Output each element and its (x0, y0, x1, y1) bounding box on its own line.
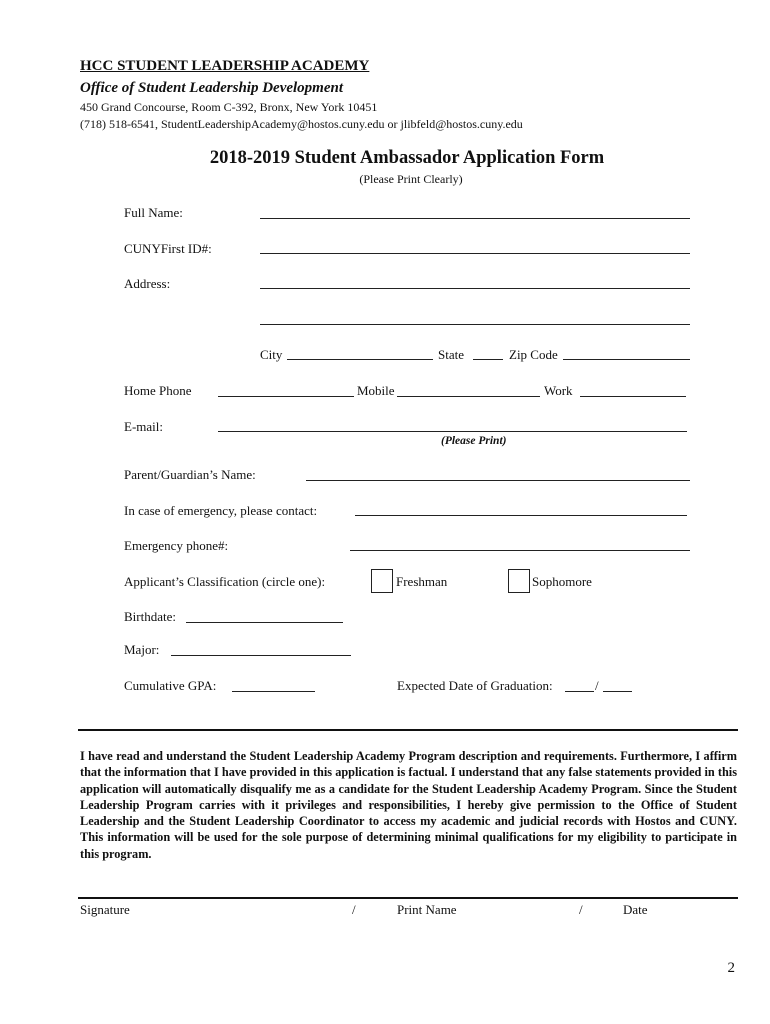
graduation-month-field[interactable] (565, 691, 594, 692)
graduation-year-field[interactable] (603, 691, 632, 692)
office-address: 450 Grand Concourse, Room C-392, Bronx, New York 10451 (80, 100, 378, 114)
office-name: Office of Student Leadership Development (80, 80, 344, 96)
signature-label: Signature (80, 902, 130, 917)
print-name-label: Print Name (397, 902, 457, 917)
birthdate-field[interactable] (186, 622, 343, 623)
address-label: Address: (124, 276, 171, 291)
emergency-phone-label: Emergency phone#: (124, 538, 229, 553)
guardian-name-label: Parent/Guardian’s Name: (124, 467, 256, 482)
full-name-label: Full Name: (124, 205, 183, 220)
major-label: Major: (124, 642, 160, 657)
email-label: E-mail: (124, 419, 163, 434)
work-label: Work (544, 383, 573, 398)
home-phone-field[interactable] (218, 396, 354, 397)
city-label: City (260, 347, 283, 362)
birthdate-label: Birthdate: (124, 609, 176, 624)
sophomore-option-label: Sophomore (532, 574, 592, 589)
graduation-separator: / (595, 678, 599, 693)
address-field-line-2[interactable] (260, 324, 690, 325)
gpa-field[interactable] (232, 691, 315, 692)
sophomore-checkbox[interactable] (508, 569, 530, 593)
zip-code-field[interactable] (563, 359, 690, 360)
date-label: Date (623, 902, 648, 917)
organization-name: HCC STUDENT LEADERSHIP ACADEMY (80, 58, 370, 74)
guardian-name-field[interactable] (306, 480, 690, 481)
gpa-label: Cumulative GPA: (124, 678, 217, 693)
emergency-phone-field[interactable] (350, 550, 690, 551)
state-label: State (438, 347, 464, 362)
signature-separator-2: / (579, 902, 583, 917)
form-title: 2018-2019 Student Ambassador Application Form (209, 148, 605, 168)
classification-label: Applicant’s Classification (circle one): (124, 574, 326, 589)
office-contact: (718) 518-6541, StudentLeadershipAcademy@hostos.cuny.edu or jlibfeld@hostos.cuny.edu (80, 117, 523, 131)
cunyfirst-id-field[interactable] (260, 253, 690, 254)
freshman-checkbox[interactable] (371, 569, 393, 593)
declaration-text: I have read and understand the Student Leadership Academy Program description and requirements. Furthermore, I affirm that the information that I have provided in this application is factual. I understand that any false statements provided in this application will automatically disqualify me as a candidate for the Student Leadership Academy Program. Since the Student Leadership Program carries with it privileges and responsibilities, I hereby give permission to the Office of Student Leadership and the Student Leadership Coordinator to access my academic and judicial records with Hostos and CUNY. This information will be used for the sole purpose of determining minimal qualifications for my eligibility to participate in this program. (80, 749, 737, 861)
page-number: 2 (727, 960, 735, 976)
zip-code-label: Zip Code (509, 347, 558, 362)
mobile-field[interactable] (397, 396, 540, 397)
work-field[interactable] (580, 396, 686, 397)
signature-separator-1: / (352, 902, 356, 917)
freshman-option-label: Freshman (396, 574, 448, 589)
please-print-note: (Please Print) (441, 435, 507, 447)
section-divider (78, 729, 738, 731)
full-name-field[interactable] (260, 218, 690, 219)
graduation-label: Expected Date of Graduation: (397, 678, 553, 693)
address-field-line-1[interactable] (260, 288, 690, 289)
email-field[interactable] (218, 431, 687, 432)
major-field[interactable] (171, 655, 351, 656)
city-field[interactable] (287, 359, 433, 360)
cunyfirst-id-label: CUNYFirst ID#: (124, 241, 212, 256)
state-field[interactable] (473, 359, 503, 360)
home-phone-label: Home Phone (124, 383, 192, 398)
signature-line[interactable] (78, 897, 738, 899)
emergency-contact-label: In case of emergency, please contact: (124, 503, 318, 518)
mobile-label: Mobile (357, 383, 395, 398)
emergency-contact-field[interactable] (355, 515, 687, 516)
form-subtitle: (Please Print Clearly) (359, 172, 463, 186)
